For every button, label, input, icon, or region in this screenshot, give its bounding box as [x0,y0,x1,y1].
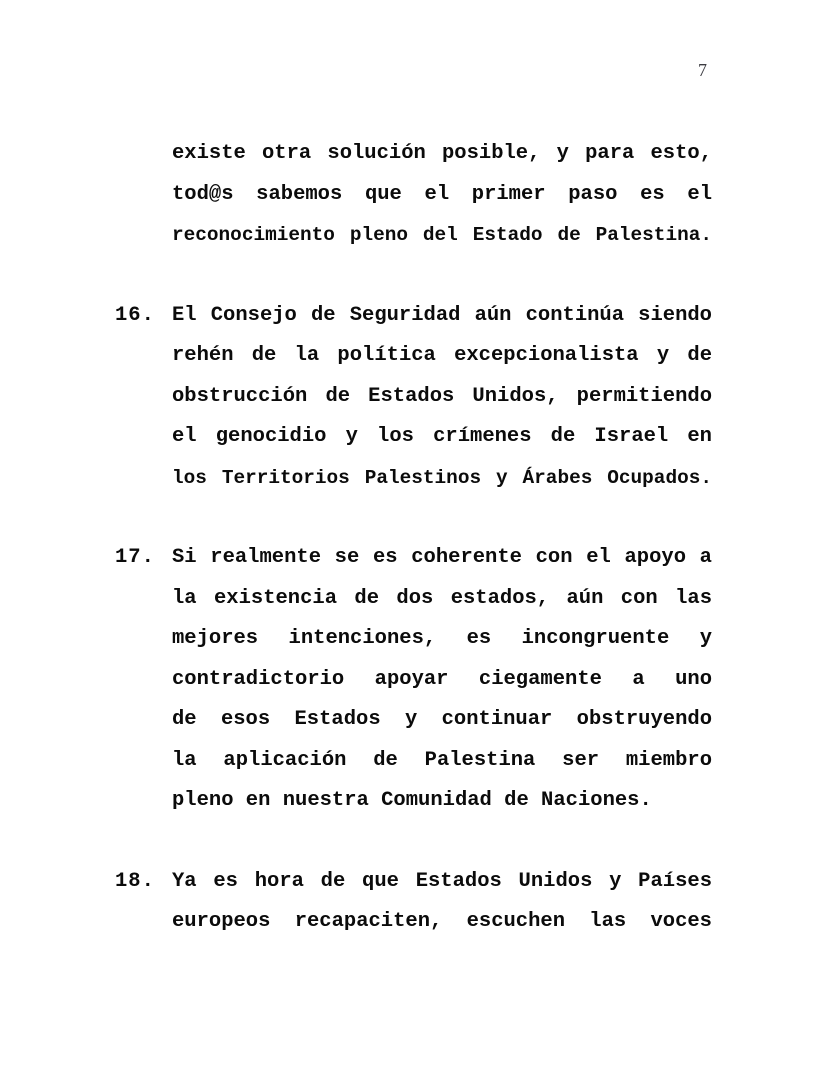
page-number: 7 [698,60,707,80]
paragraph-continuation [115,134,712,256]
text-line: la aplicación de Palestina ser miembro [172,748,712,772]
text-line: el genocidio y los crímenes de Israel en [172,425,712,448]
text-line: El Consejo de Seguridad aún continúa siendo [172,303,712,327]
text-line: reconocimiento pleno del Estado de Palestina. [172,224,712,246]
text-line: contradictorio apoyar ciegamente a uno [172,667,712,691]
text-line: Si realmente se es coherente con el apoyo a [172,546,712,569]
text-line: de esos Estados y continuar obstruyendo [172,708,712,731]
paragraph-number: 17. [115,546,155,569]
document-body [115,134,712,943]
paragraph-number: 18. [115,869,155,893]
text-line: tod@s sabemos que el primer paso es el [172,182,712,206]
text-line: europeos recapaciten, escuchen las voces [172,910,712,933]
text-line: existe otra solución posible, y para esto, [172,142,712,165]
text-line: pleno en nuestra Comunidad de Naciones. [172,789,652,812]
paragraph-16 [115,296,712,499]
text-line: los Territorios Palestinos y Árabes Ocupados. [172,466,712,489]
paragraph-17 [115,538,712,822]
text-line: mejores intenciones, es incongruente y [172,627,712,650]
text-line: la existencia de dos estados, aún con las [172,586,712,610]
text-line: obstrucción de Estados Unidos, permitiendo [172,384,712,408]
paragraph-number: 16. [115,303,155,327]
text-line: Ya es hora de que Estados Unidos y Países [172,869,712,893]
text-line: rehén de la política excepcionalista y de [172,344,712,367]
paragraph-18 [115,862,712,943]
